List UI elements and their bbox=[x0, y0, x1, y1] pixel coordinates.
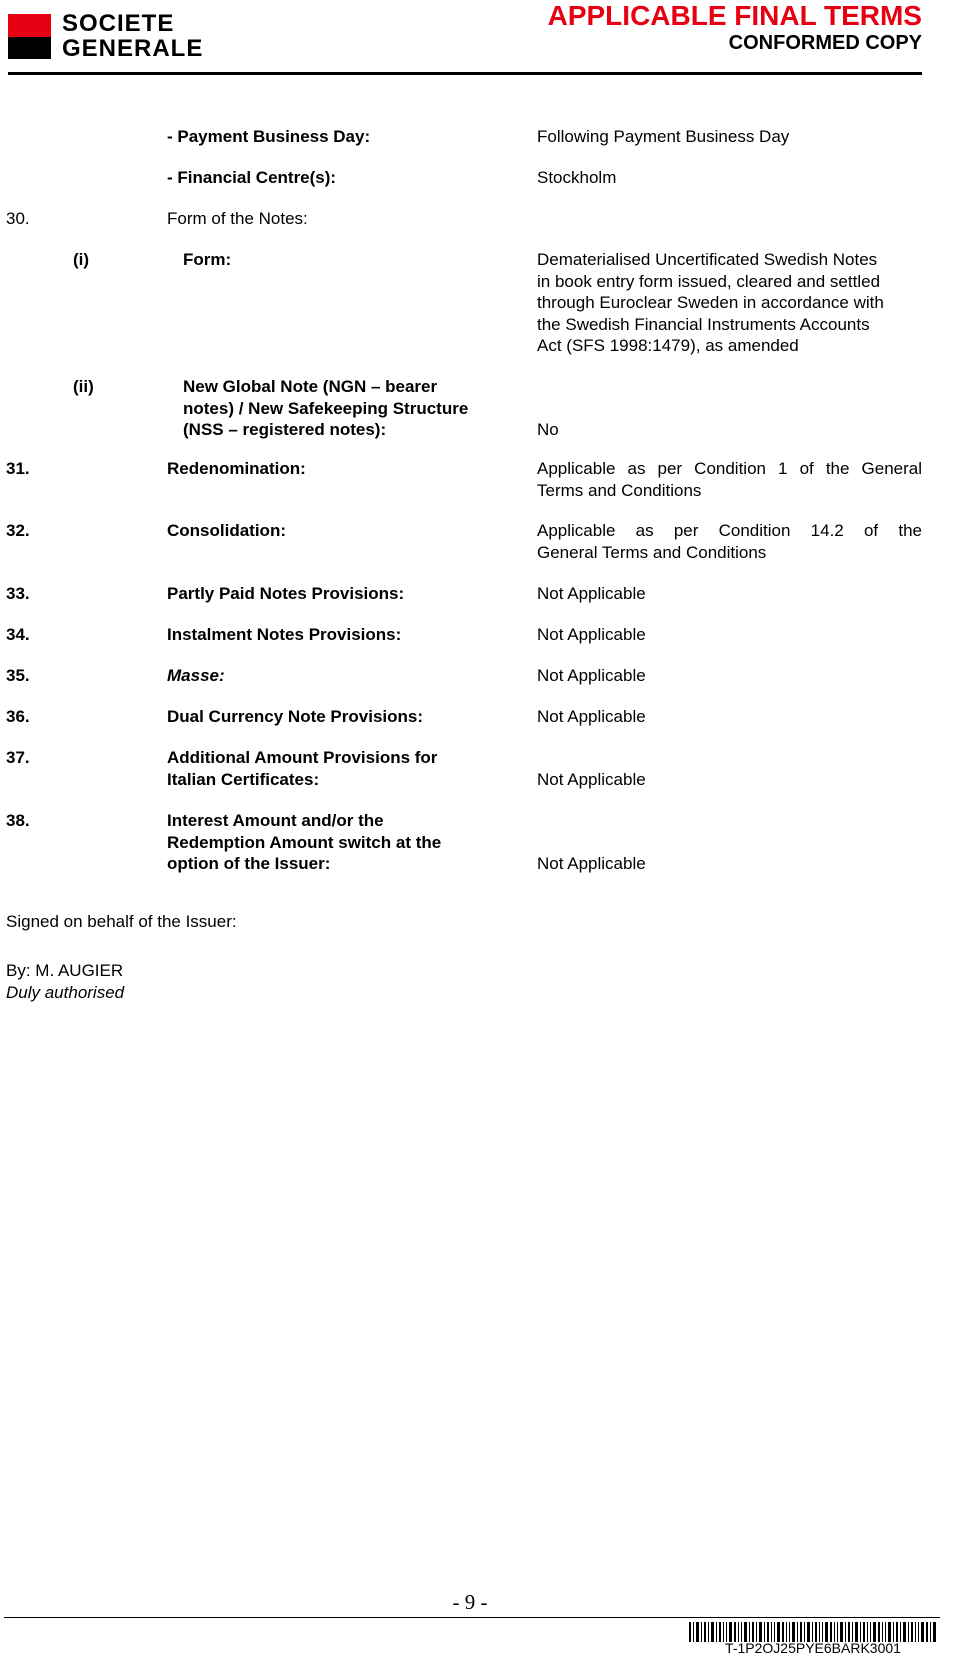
item-38-number: 38. bbox=[6, 811, 30, 830]
value-line: the Swedish Financial Instruments Accounts bbox=[537, 314, 870, 334]
item-31-value bbox=[537, 458, 922, 501]
value-line: General Terms and Conditions bbox=[537, 542, 767, 562]
logo-line-2: GENERALE bbox=[62, 35, 204, 62]
label-line: Interest Amount and/or the bbox=[167, 811, 384, 830]
label-line: New Global Note (NGN – bearer bbox=[183, 377, 438, 396]
item-36-number: 36. bbox=[6, 707, 30, 726]
header-divider bbox=[8, 72, 922, 75]
item-34-label: Instalment Notes Provisions: bbox=[167, 625, 402, 644]
item-30-ii-value: No bbox=[537, 420, 559, 439]
value-line: in book entry form issued, cleared and settled bbox=[537, 271, 881, 291]
item-37-label bbox=[167, 747, 437, 790]
financial-centres-label: - Financial Centre(s): bbox=[167, 168, 337, 187]
item-30-number: 30. bbox=[6, 209, 30, 228]
label-line: Redemption Amount switch at the bbox=[167, 832, 442, 852]
item-30-i-label: Form: bbox=[183, 250, 232, 269]
item-34-value: Not Applicable bbox=[537, 625, 646, 644]
label-line: Additional Amount Provisions for bbox=[167, 748, 438, 767]
item-30-ii-number: (ii) bbox=[73, 377, 94, 396]
item-35-value: Not Applicable bbox=[537, 666, 646, 685]
item-32-number: 32. bbox=[6, 521, 30, 540]
document-title: APPLICABLE FINAL TERMS bbox=[547, 0, 922, 31]
value-line: Dematerialised Uncertificated Swedish Notes bbox=[537, 250, 878, 269]
item-30-i-number: (i) bbox=[73, 250, 90, 269]
signature-intro: Signed on behalf of the Issuer: bbox=[6, 912, 237, 931]
barcode-icon bbox=[689, 1622, 937, 1642]
item-36-label: Dual Currency Note Provisions: bbox=[167, 707, 424, 726]
value-line: Terms and Conditions bbox=[537, 480, 702, 500]
payment-business-day-value: Following Payment Business Day bbox=[537, 127, 790, 146]
payment-business-day-label: - Payment Business Day: bbox=[167, 127, 371, 146]
item-34-number: 34. bbox=[6, 625, 30, 644]
logo-wordmark bbox=[62, 11, 203, 61]
item-30-i-value bbox=[537, 249, 922, 357]
document-subtitle: CONFORMED COPY bbox=[728, 32, 922, 54]
logo-line-1: SOCIETE bbox=[62, 10, 175, 37]
financial-centres-value: Stockholm bbox=[537, 168, 617, 187]
label-line: notes) / New Safekeeping Structure bbox=[183, 398, 469, 418]
label-line: option of the Issuer: bbox=[167, 854, 331, 873]
signature-by: By: M. AUGIER bbox=[6, 961, 124, 980]
value-line: Act (SFS 1998:1479), as amended bbox=[537, 336, 799, 355]
label-line: Italian Certificates: bbox=[167, 769, 320, 789]
label-line: (NSS – registered notes): bbox=[183, 420, 387, 439]
value-line: through Euroclear Sweden in accordance with bbox=[537, 293, 884, 312]
item-35-number: 35. bbox=[6, 666, 30, 685]
item-33-number: 33. bbox=[6, 584, 30, 603]
item-38-value: Not Applicable bbox=[537, 854, 646, 873]
item-30-ii-label bbox=[183, 376, 468, 441]
societe-generale-logo-mark bbox=[8, 14, 51, 59]
item-32-value bbox=[537, 520, 922, 563]
item-31-label: Redenomination: bbox=[167, 459, 306, 478]
item-35-label: Masse: bbox=[167, 666, 225, 685]
signature-role: Duly authorised bbox=[6, 983, 125, 1002]
item-37-value: Not Applicable bbox=[537, 770, 646, 789]
item-30-title: Form of the Notes: bbox=[167, 209, 308, 228]
item-33-value: Not Applicable bbox=[537, 584, 646, 603]
item-33-label: Partly Paid Notes Provisions: bbox=[167, 584, 405, 603]
item-37-number: 37. bbox=[6, 748, 30, 767]
barcode-reference: T-1P2OJ25PYE6BARK3001 bbox=[725, 1640, 901, 1656]
footer-divider bbox=[4, 1617, 940, 1618]
value-line: Applicable as per Condition 1 of the General bbox=[537, 459, 922, 478]
value-line: Applicable as per Condition 14.2 of the bbox=[537, 521, 922, 540]
item-38-label bbox=[167, 810, 441, 875]
item-31-number: 31. bbox=[6, 459, 30, 478]
item-32-label: Consolidation: bbox=[167, 521, 286, 540]
item-36-value: Not Applicable bbox=[537, 707, 646, 726]
page-number: - 9 - bbox=[452, 1590, 488, 1614]
